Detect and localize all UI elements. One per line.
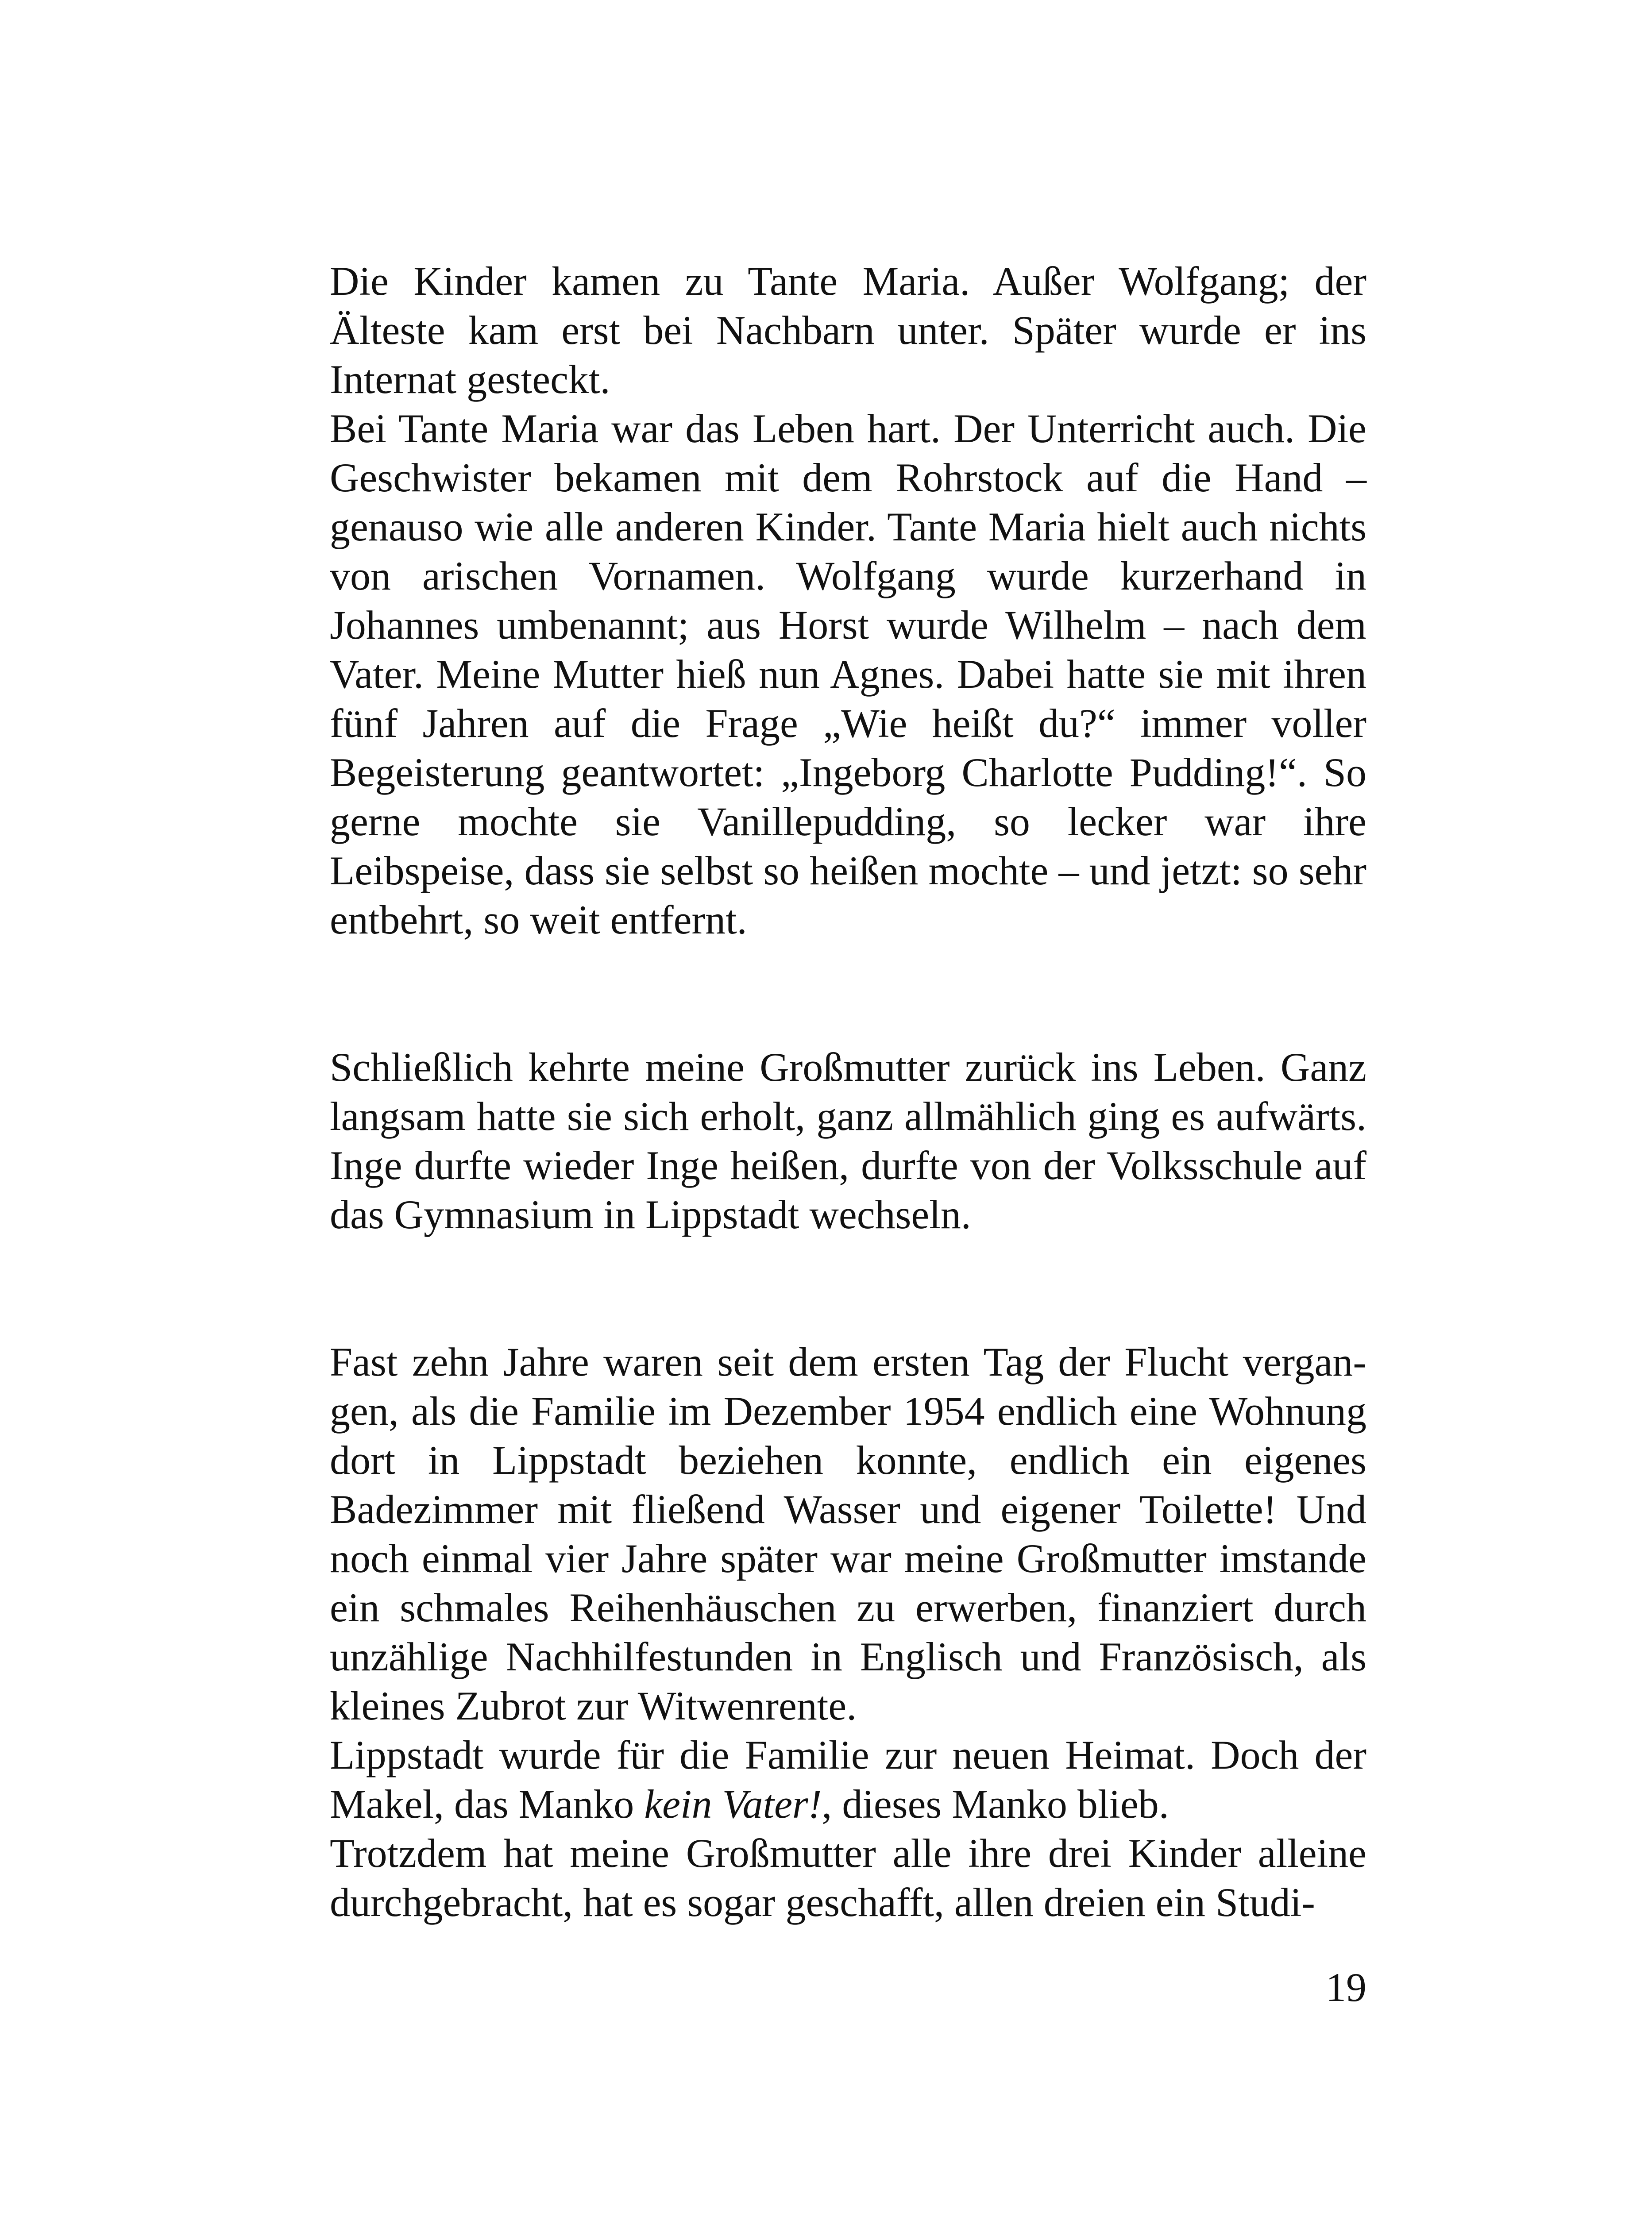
paragraph-spacer <box>330 1239 1366 1338</box>
makel-italic-phrase: kein Vater! <box>644 1781 822 1827</box>
paragraph-neue-heimat <box>330 1731 1366 1829</box>
paragraph-rueckkehr-leben: Schließlich kehrte meine Großmutter zurück ins Leben. Ganz langsam hatte sie sich erholt, ganz allmählich ging es aufwärts. Inge durfte wieder Inge heißen, durfte von der Volksschule auf das Gymnasium in Lippstadt wechseln. <box>330 1045 1366 1237</box>
paragraph-leben-hart: Bei Tante Maria war das Leben hart. Der Unterricht auch. Die Geschwister bekamen mit dem Rohrstock auf die Hand – genauso wie alle anderen Kinder. Tante Maria hielt auch nichts von arischen Vornamen. Wolfgang wurde kurzerhand in Johannes umbenannt; aus Horst wurde Wilhelm – nach dem Vater. Meine Mutter hieß nun Agnes. Dabei hatte sie mit ihren fünf Jahren auf die Frage „Wie heißt du?“ immer voller Begeisterung geantwortet: „Ingeborg Charlotte Pudding!“. So gerne mochte sie Vanillepudding, so lecker war ihre Leibspeise, dass sie selbst so heißen mochte – und jetzt: so sehr entbehrt, so weit entfernt. <box>330 406 1366 942</box>
makel-text-after: , dieses Manko blieb. <box>822 1781 1169 1827</box>
makel-text-before: Lippstadt wurde für die Familie zur neuen Heimat. Doch der Makel, das Manko <box>330 1732 1366 1827</box>
paragraph-kinder-tante-maria: Die Kinder kamen zu Tante Maria. Außer Wolfgang; der Älteste kam erst bei Nachbarn unter. Später wurde er ins Internat gesteckt. <box>330 258 1366 402</box>
paragraph-spacer <box>330 945 1366 1043</box>
paragraph-trotzdem: Trotzdem hat meine Großmutter alle ihre drei Kinder alleine durchgebracht, hat es sogar geschafft, allen dreien ein Studi- <box>330 1831 1366 1925</box>
page-number: 19 <box>1326 1965 1366 2010</box>
paragraph-wohnung-lippstadt: Fast zehn Jahre waren seit dem ersten Tag der Flucht vergangen, als die Familie im Dezember 1954 endlich eine Wohnung dort in Lippstadt beziehen konnte, endlich ein eigenes Badezimmer mit fließend Wasser und eigener Toilette! Und noch einmal vier Jahre später war meine Großmutter imstande ein schmales Reihenhäuschen zu erwerben, finanziert durch unzählige Nachhilfestunden in Englisch und Französisch, als kleines Zubrot zur Witwenrente. <box>330 1339 1366 1728</box>
body-text <box>330 257 1366 1927</box>
